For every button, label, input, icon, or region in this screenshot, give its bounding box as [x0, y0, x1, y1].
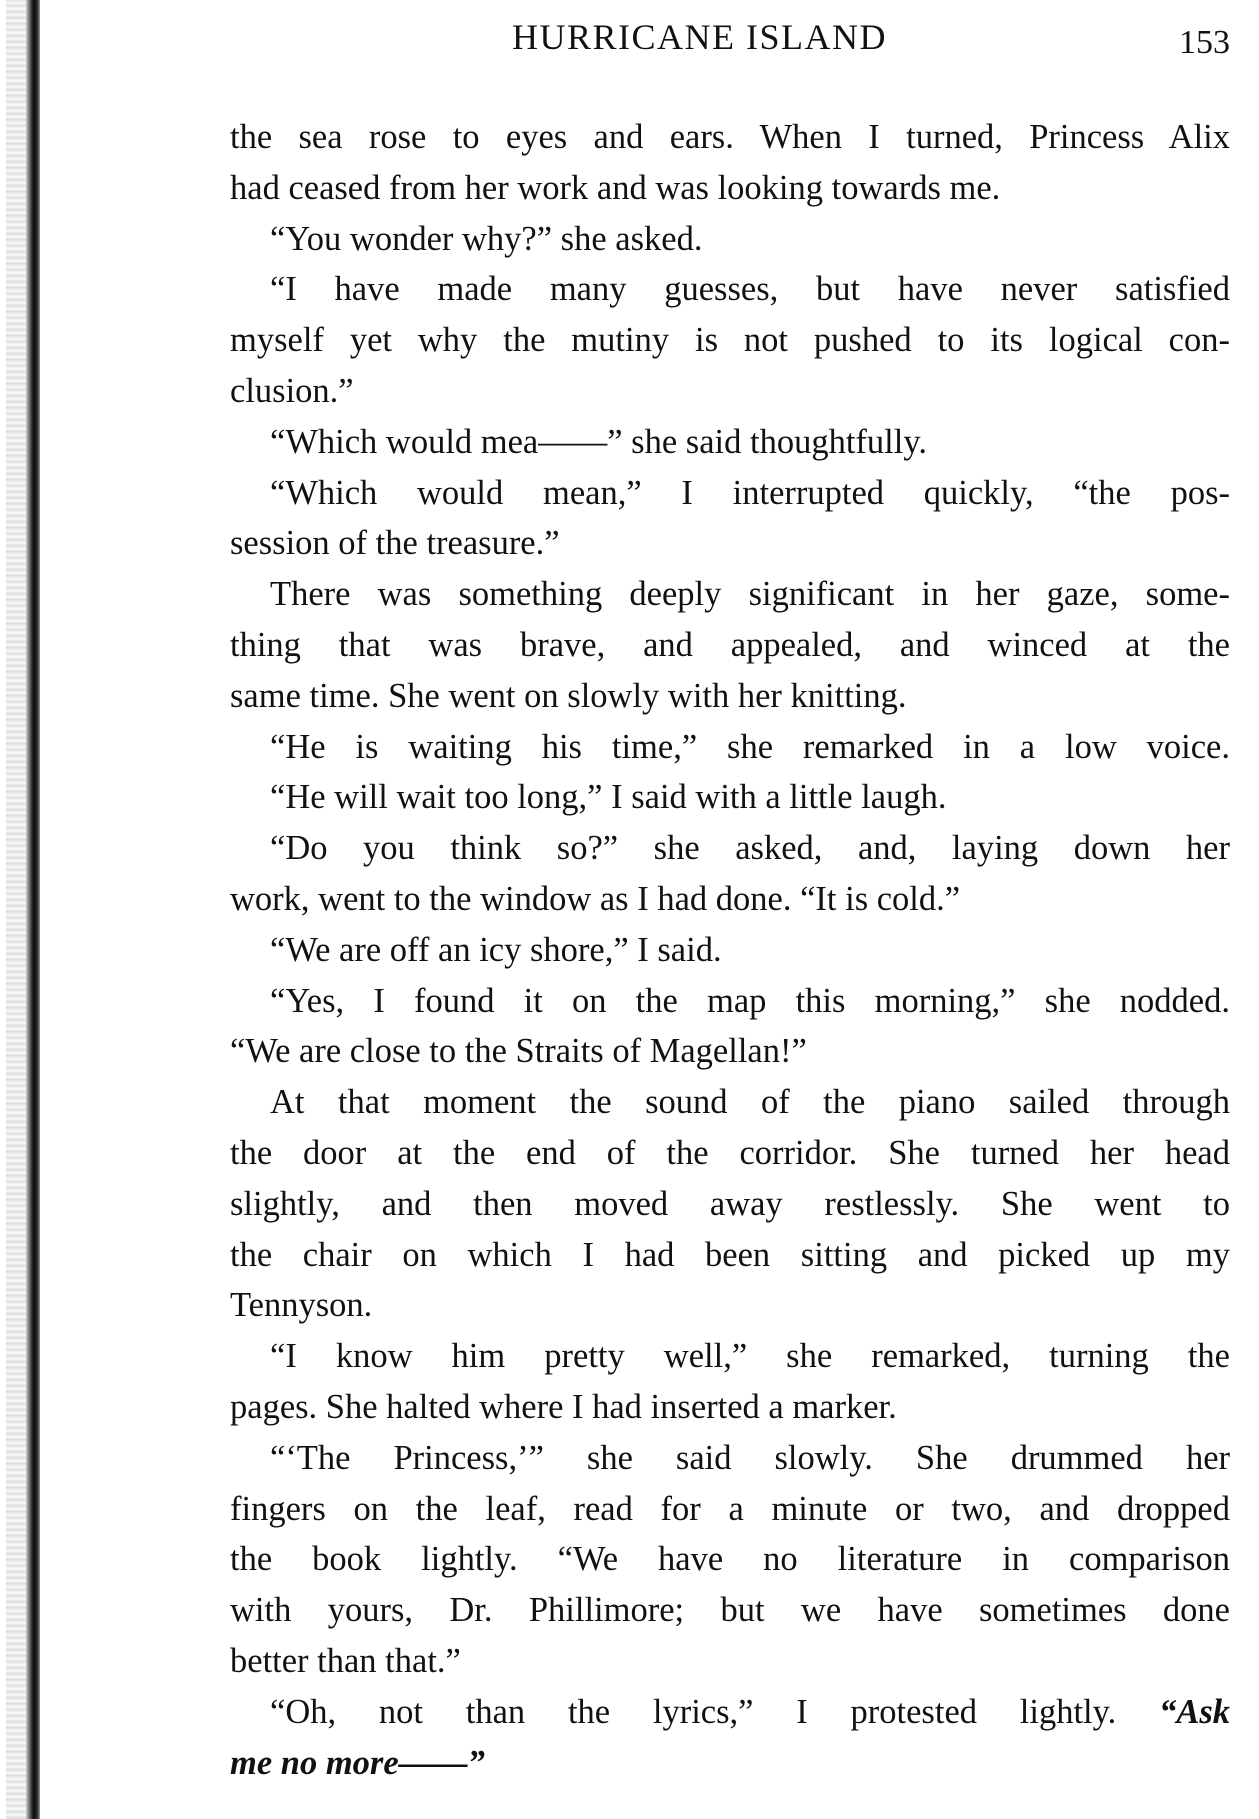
- text-line: work, went to the window as I had done. “It is cold.”: [230, 879, 961, 918]
- text-line: had ceased from her work and was looking towards me.: [230, 168, 1001, 207]
- text-line: “I know him pretty well,” she remarked, turning the: [270, 1337, 1230, 1376]
- book-spine-edge: [26, 0, 40, 1819]
- italic-quote-start: “Ask: [1159, 1692, 1230, 1731]
- book-gutter-shadow: [6, 0, 26, 1819]
- italic-quote-end: me no more——”: [230, 1743, 485, 1782]
- text-line: At that moment the sound of the piano sailed through: [270, 1083, 1230, 1122]
- text-line: session of the treasure.”: [230, 524, 560, 563]
- text-line: [230, 1738, 1230, 1789]
- text-line: pages. She halted where I had inserted a marker.: [230, 1387, 897, 1426]
- text-line: “Which would mean,” I interrupted quickly, “the pos-: [270, 473, 1230, 512]
- text-line: fingers on the leaf, read for a minute or two, and dropped: [230, 1489, 1230, 1528]
- text-line: “I have made many guesses, but have never satisfied: [270, 270, 1230, 309]
- text-line: thing that was brave, and appealed, and winced at the: [230, 625, 1230, 664]
- text-line-start: “Oh, not than the lyrics,” I protested lightly.: [270, 1692, 1117, 1731]
- text-line: the chair on which I had been sitting and picked up my: [230, 1235, 1230, 1274]
- text-line: Tennyson.: [230, 1286, 373, 1325]
- text-line: “Yes, I found it on the map this morning,” she nodded.: [270, 981, 1230, 1020]
- page-number: 153: [1179, 24, 1230, 61]
- body-text: [230, 112, 1230, 1788]
- text-line: [230, 1687, 1230, 1738]
- text-line: myself yet why the mutiny is not pushed to its logical con-: [230, 321, 1230, 360]
- text-line: slightly, and then moved away restlessly. She went to: [230, 1184, 1230, 1223]
- text-line: better than that.”: [230, 1641, 461, 1680]
- text-line: “You wonder why?” she asked.: [270, 219, 703, 258]
- page-header: [230, 14, 1230, 64]
- text-line: There was something deeply significant in her gaze, some-: [270, 575, 1230, 614]
- text-line: “We are off an icy shore,” I said.: [270, 930, 722, 969]
- text-line: “We are close to the Straits of Magellan!”: [230, 1032, 807, 1071]
- text-line: “Do you think so?” she asked, and, laying down her: [270, 829, 1230, 868]
- text-line: the sea rose to eyes and ears. When I turned, Princess Alix: [230, 118, 1230, 156]
- text-line: the door at the end of the corridor. She turned her head: [230, 1133, 1230, 1172]
- text-line: “Which would mea——” she said thoughtfully.: [270, 422, 927, 461]
- text-line: with yours, Dr. Phillimore; but we have sometimes done: [230, 1591, 1230, 1630]
- text-lines: [230, 112, 1230, 1687]
- text-line: the book lightly. “We have no literature in comparison: [230, 1540, 1230, 1579]
- text-line: “He will wait too long,” I said with a little laugh.: [270, 778, 947, 817]
- text-line: same time. She went on slowly with her knitting.: [230, 676, 907, 715]
- text-line: clusion.”: [230, 371, 354, 410]
- running-head-title: HURRICANE ISLAND: [512, 17, 887, 57]
- text-line: “He is waiting his time,” she remarked in a low voice.: [270, 727, 1230, 766]
- text-line: “‘The Princess,’” she said slowly. She drummed her: [270, 1438, 1230, 1477]
